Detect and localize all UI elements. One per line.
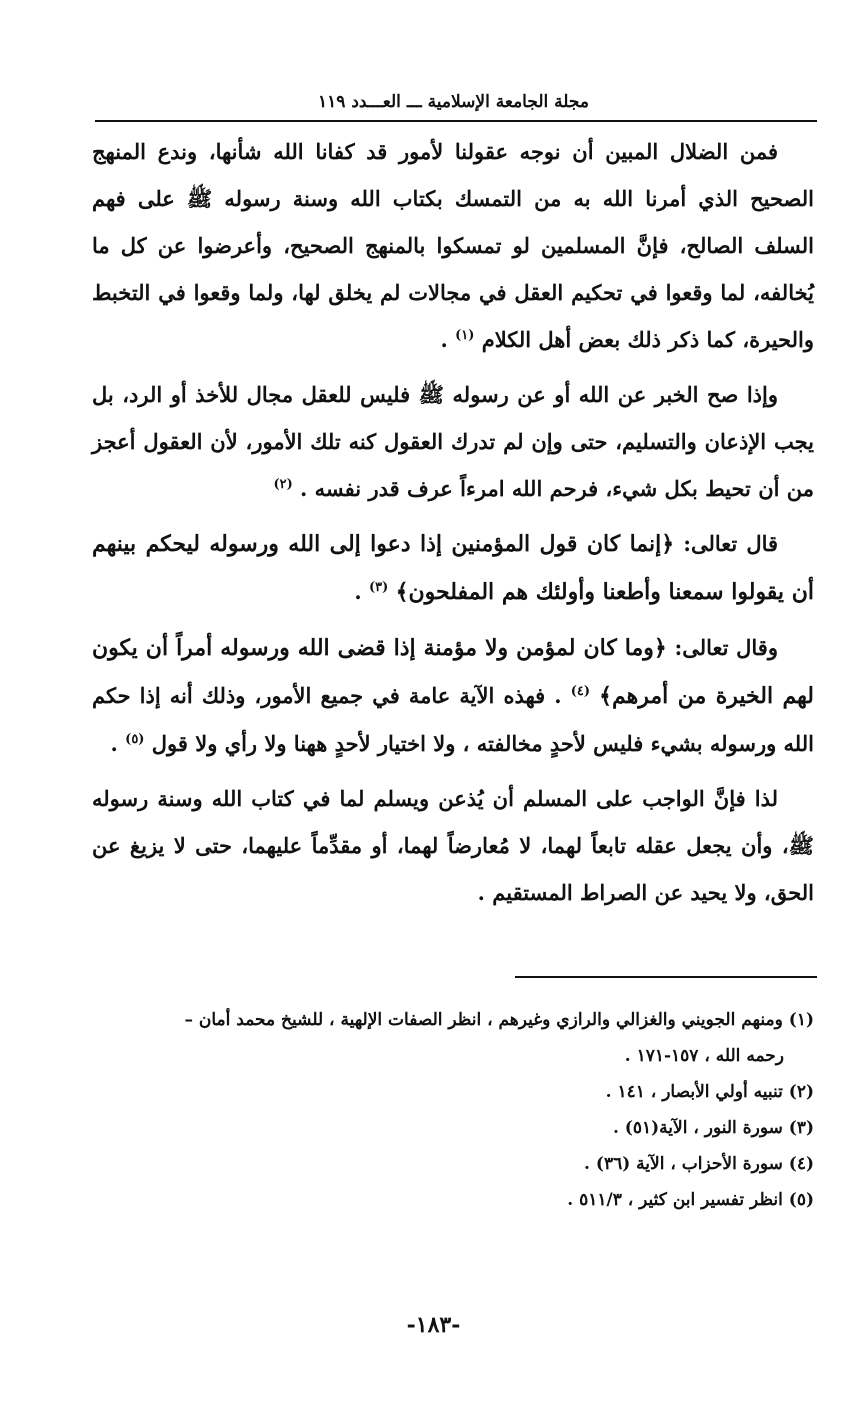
quran-verse-2: ﴿وما كان لمؤمن ولا مؤمنة إذا قضى الله ورسوله أمراً أن يكون لهم الخيرة من أمرهم﴾ [92,635,815,709]
paragraph-1-end: . [440,327,448,352]
footnote-4: (٤) سورة الأحزاب ، الآية (٣٦) . [584,1154,814,1174]
quran-verse-1: ﴿إنما كان قول المؤمنين إذا دعوا إلى الله ورسوله ليحكم بينهم أن يقولوا سمعنا وأطعنا وأولئك هم المفلحون﴾ [92,531,814,605]
footnote-1: (١) ومنهم الجويني والغزالي والرازي وغيرهم ، انظر الصفات الإلهية ، للشيخ محمد أمان – [184,1010,814,1030]
paragraph-5 [92,775,814,916]
paragraph-4-text: . فهذه الآية عامة في جميع الأمور، وذلك أنه إذا حكم الله ورسوله بشيء فليس لأحدٍ مخالفته ، ولا اختيار لأحدٍ ههنا ولا رأي ولا قول [92,683,814,756]
running-header: مجلة الجامعة الإسلامية ـــ العـــدد ١١٩ [318,92,589,112]
paragraph-1-text: فمن الضلال المبين أن نوجه عقولنا لأمور قد كفانا الله شأنها، وندع المنهج الصحيح الذي أمرنا الله به من التمسك بكتاب الله وسنة رسوله ﷺ على فهم السلف الصالح، فإنَّ المسلمين لو تمسكوا بالمنهج الصحيح، وأعرضوا عن كل ما يُخالفه، لما وقعوا في تحكيم العقل في مجالات لم يخلق لها، ولما وقعوا في التخبط والحيرة، كما ذكر ذلك بعض أهل الكلام [92,139,814,352]
footnote-marker-5: (٥) [125,732,145,747]
paragraph-1 [92,128,814,363]
footnote-marker-2: (٢) [273,477,293,492]
footnote-marker-3: (٣) [369,580,389,595]
paragraph-4 [92,624,814,767]
footnote-marker-1: (١) [455,328,475,343]
footnote-2: (٢) تنبيه أولي الأبصار ، ١٤١ . [605,1082,814,1102]
paragraph-2 [92,371,814,512]
page-number: -١٨٣- [406,1312,461,1338]
article-body [92,128,814,924]
footnote-3: (٣) سورة النور ، الآية(٥١) . [612,1118,814,1138]
verse-intro-1: قال تعالى: [683,531,779,556]
paragraph-4-end: . [110,731,118,756]
paragraph-3-end: . [354,579,362,604]
header-rule [95,120,817,122]
footnote-marker-4: (٤) [570,684,591,699]
footnote-5: (٥) انظر تفسير ابن كثير ، ٥١١/٣ . [567,1190,814,1210]
footnotes [92,1002,814,1218]
paragraph-2-text: وإذا صح الخبر عن الله أو عن رسوله ﷺ فليس للعقل مجال للأخذ أو الرد، بل يجب الإذعان والتسليم، حتى وإن لم تدرك العقول كنه تلك الأمور، لأن العقول أعجز من أن تحيط بكل شيء، فرحم الله امرءاً عرف قدر نفسه . [92,382,815,501]
footnote-rule [515,976,817,978]
paragraph-3 [92,520,814,616]
verse-intro-2: وقال تعالى: [674,635,778,660]
footnote-1-continued: رحمه الله ، ١٥٧-١٧١ . [624,1046,784,1066]
paragraph-5-text: لذا فإنَّ الواجب على المسلم أن يُذعن ويسلم لما في كتاب الله وسنة رسوله ﷺ، وأن يجعل عقله تابعاً لهما، لا مُعارضاً لهما، أو مقدِّماً عليهما، حتى لا يزيغ عن الحق، ولا يحيد عن الصراط المستقيم . [92,786,814,905]
